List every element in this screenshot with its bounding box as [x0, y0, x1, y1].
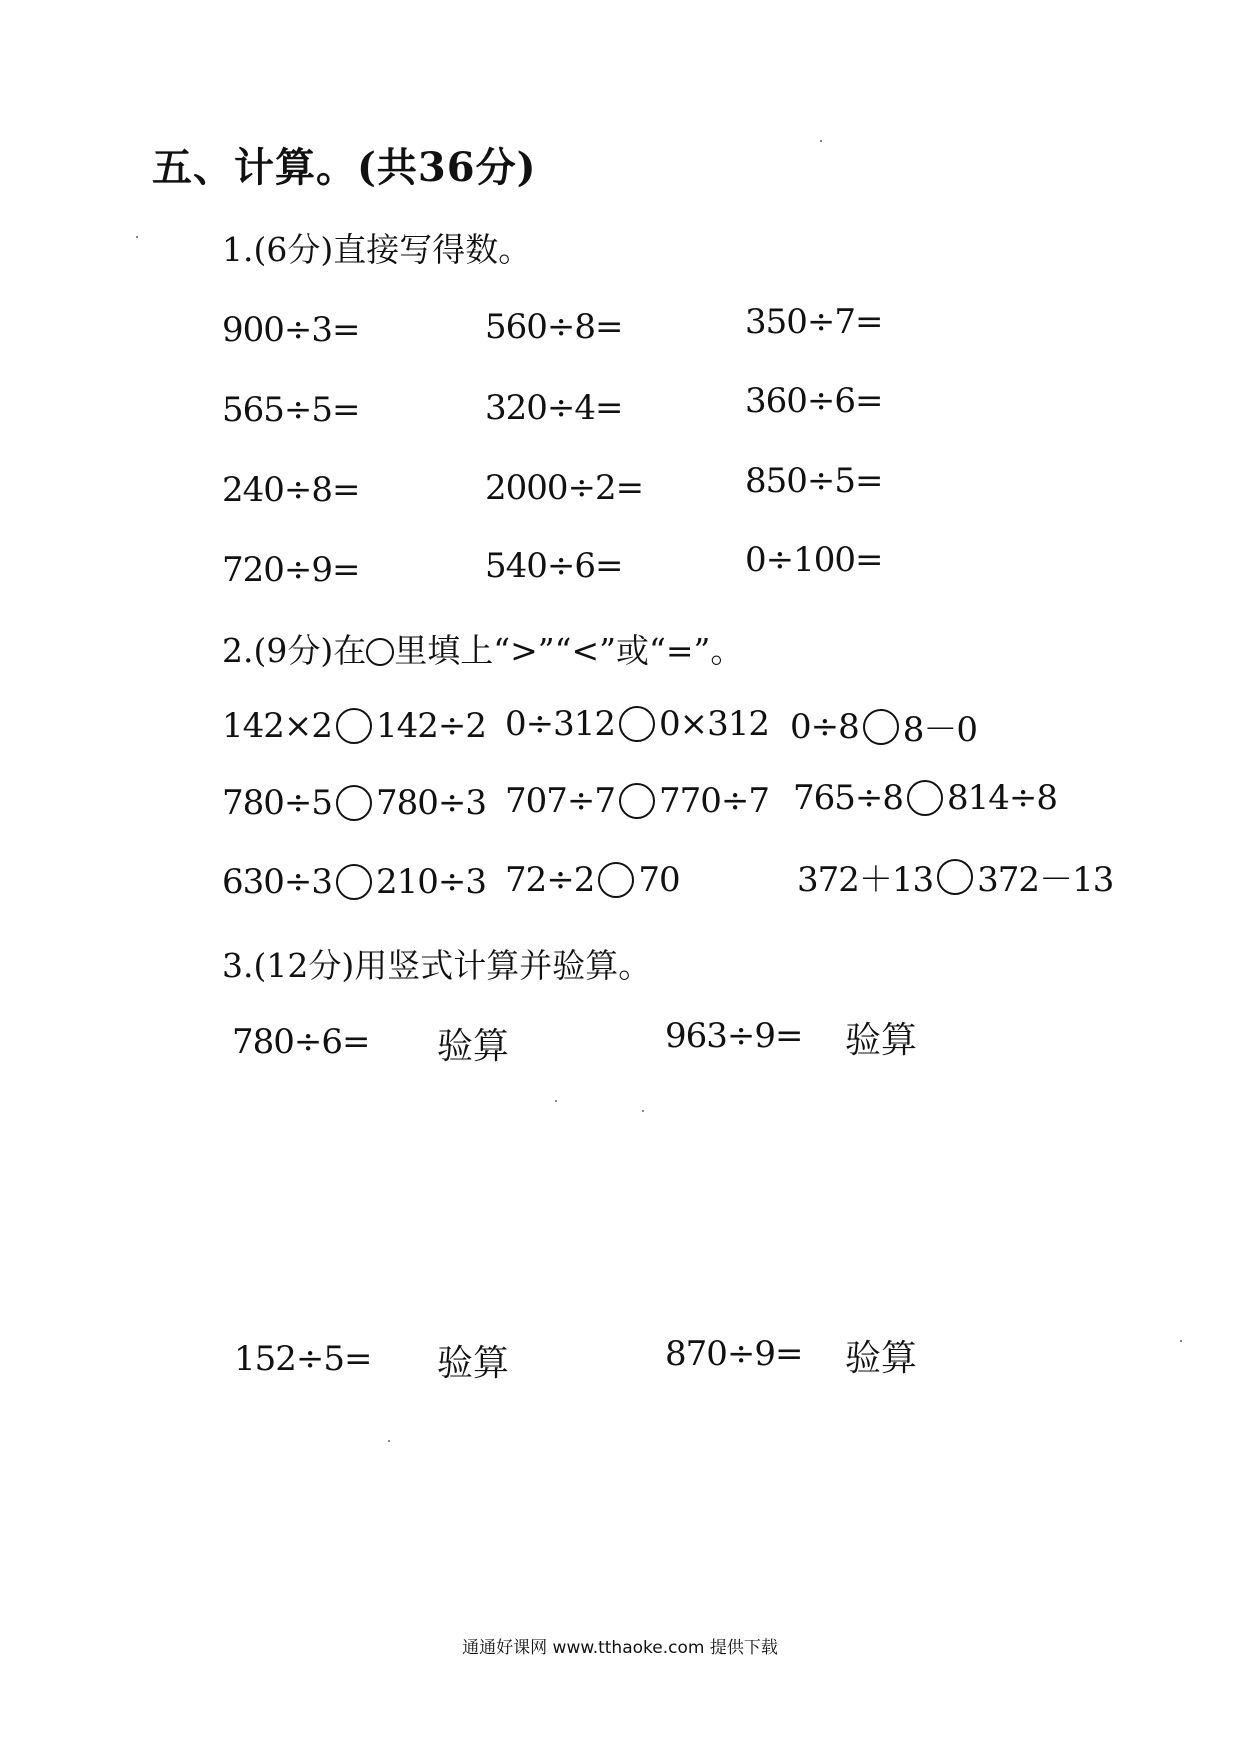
answer-circle[interactable]	[336, 708, 372, 744]
question-2-title-before: 2.(9分)在	[222, 631, 367, 670]
q1-item: 320÷4=	[485, 388, 623, 428]
comparison-left: 707÷7	[505, 781, 616, 821]
q1-item: 850÷5=	[745, 461, 883, 501]
q1-item: 240÷8=	[222, 470, 360, 510]
question-2-title-after: 里填上“>”“<”或“=”。	[394, 631, 744, 670]
q3-item: 870÷9=	[665, 1334, 803, 1374]
q1-item: 720÷9=	[222, 550, 360, 590]
comparison-right: 210÷3	[376, 862, 487, 902]
answer-circle[interactable]	[598, 862, 634, 898]
scan-speck	[555, 1100, 557, 1102]
comparison-item	[222, 783, 486, 823]
q1-item: 350÷7=	[745, 302, 883, 342]
comparison-right: 8－0	[902, 710, 978, 750]
answer-circle[interactable]	[336, 864, 372, 900]
comparison-left: 765÷8	[793, 778, 904, 818]
comparison-item	[797, 852, 1113, 901]
check-label: 验算	[845, 1338, 918, 1379]
check-label: 验算	[845, 1020, 918, 1061]
q1-item: 560÷8=	[485, 307, 623, 347]
comparison-right: 780÷3	[376, 783, 487, 823]
scan-speck	[820, 140, 822, 142]
comparison-left: 372＋13	[797, 860, 934, 900]
question-3-title: 3.(12分)用竖式计算并验算。	[222, 946, 652, 985]
question-2-title	[222, 625, 743, 672]
comparison-item	[793, 778, 1057, 818]
comparison-right: 372－13	[977, 860, 1114, 900]
comparison-item	[790, 702, 977, 751]
footer-watermark: 通通好课网 www.tthaoke.com 提供下载	[462, 1638, 778, 1658]
q1-item: 565÷5=	[222, 390, 360, 430]
q1-item: 540÷6=	[485, 546, 623, 586]
circle-icon	[366, 638, 394, 666]
comparison-item	[505, 781, 769, 821]
check-label: 验算	[437, 1343, 510, 1384]
comparison-left: 0÷312	[505, 704, 616, 744]
comparison-right: 0×312	[659, 704, 770, 744]
q3-item: 152÷5=	[234, 1339, 372, 1379]
comparison-right: 70	[638, 860, 680, 900]
q1-item: 2000÷2=	[485, 468, 644, 508]
comparison-item	[505, 704, 769, 744]
answer-circle[interactable]	[937, 859, 973, 895]
answer-circle[interactable]	[619, 706, 655, 742]
comparison-left: 780÷5	[222, 783, 333, 823]
scan-speck	[1180, 1340, 1182, 1342]
q1-item: 900÷3=	[222, 310, 360, 350]
q1-item: 0÷100=	[745, 540, 883, 580]
comparison-right: 142÷2	[376, 706, 487, 746]
scan-speck	[642, 1110, 644, 1112]
q3-item: 780÷6=	[232, 1022, 370, 1062]
q1-item: 360÷6=	[745, 381, 883, 421]
scan-speck	[388, 1440, 390, 1442]
comparison-item	[505, 860, 680, 900]
check-label: 验算	[437, 1026, 510, 1067]
answer-circle[interactable]	[619, 783, 655, 819]
comparison-left: 72÷2	[505, 860, 595, 900]
scan-speck	[136, 236, 138, 238]
comparison-left: 142×2	[222, 706, 333, 746]
comparison-right: 814÷8	[947, 778, 1058, 818]
section-title: 五、计算。(共36分)	[152, 144, 537, 191]
comparison-left: 0÷8	[790, 706, 859, 747]
comparison-right: 770÷7	[659, 781, 770, 821]
comparison-left: 630÷3	[222, 862, 333, 902]
answer-circle[interactable]	[863, 709, 899, 745]
comparison-item	[222, 862, 486, 902]
answer-circle[interactable]	[907, 780, 943, 816]
question-1-title: 1.(6分)直接写得数。	[222, 230, 532, 269]
comparison-item	[222, 706, 486, 746]
q3-item: 963÷9=	[665, 1016, 803, 1056]
answer-circle[interactable]	[336, 785, 372, 821]
